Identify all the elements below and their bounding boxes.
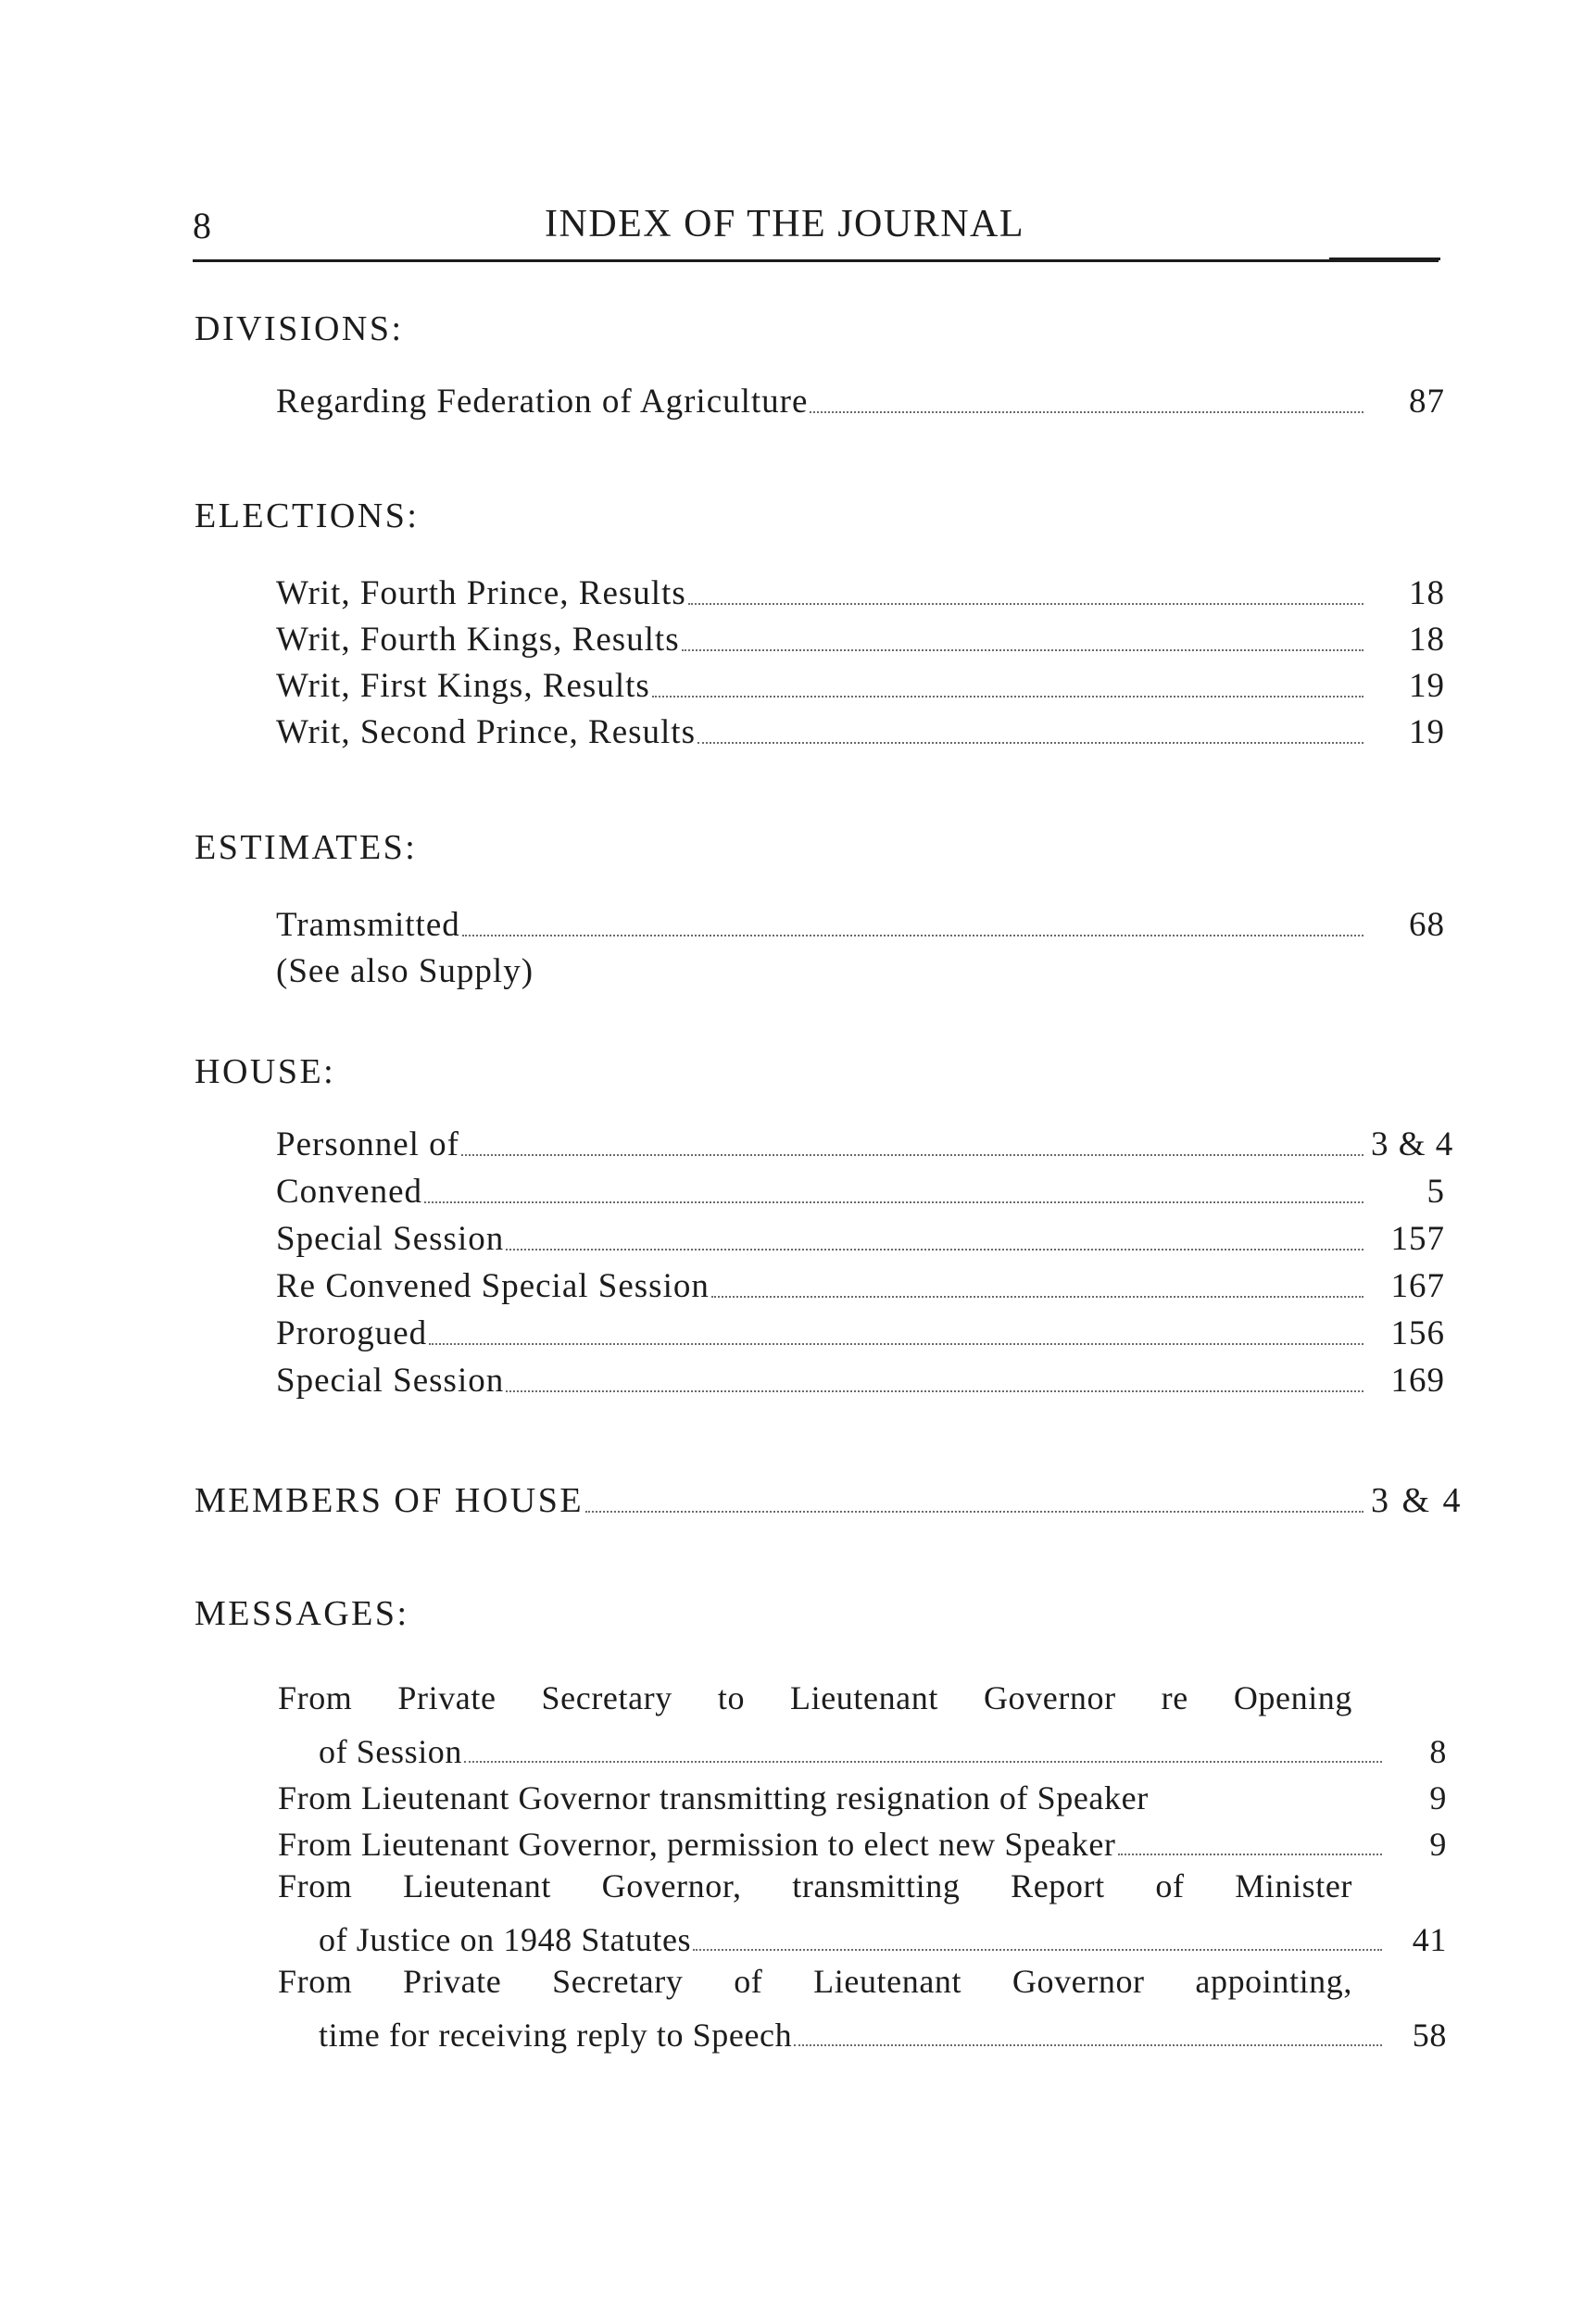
- section-heading-messages: MESSAGES:: [195, 1594, 409, 1633]
- dot-leader: [461, 1154, 1364, 1156]
- message-entry-line: From Private Secretary of Lieutenant Governor appointing,: [278, 1963, 1352, 2000]
- entry-label: Prorogued: [276, 1314, 428, 1352]
- message-entry: [319, 1725, 1447, 1771]
- dot-leader: [1118, 1854, 1382, 1855]
- entry-label: time for receiving reply to Speech: [319, 2017, 793, 2054]
- entry-page: 18: [1409, 621, 1445, 659]
- entry-page: 3 & 4: [1371, 1125, 1454, 1163]
- index-entry-members-of-house: [195, 1475, 1464, 1521]
- entry-page: 41: [1412, 1921, 1447, 1958]
- message-entry: [319, 1913, 1447, 1959]
- dot-leader: [810, 411, 1364, 413]
- dot-leader: [682, 649, 1364, 651]
- entry-label: of Justice on 1948 Statutes: [319, 1921, 692, 1958]
- dot-leader: [506, 1249, 1364, 1251]
- dot-leader: [652, 696, 1364, 698]
- index-entry: [276, 1307, 1445, 1353]
- entry-page: 68: [1409, 906, 1445, 944]
- entry-label: of Session: [319, 1733, 463, 1770]
- entry-label: Personnel of: [276, 1125, 459, 1163]
- message-entry-line: From Private Secretary to Lieutenant Governor re Opening: [278, 1679, 1352, 1716]
- dot-leader: [424, 1201, 1364, 1203]
- entry-page: 169: [1390, 1362, 1445, 1400]
- dot-leader: [462, 935, 1364, 936]
- index-entry: [276, 660, 1445, 706]
- entry-page: 3 & 4: [1371, 1481, 1464, 1520]
- running-title: INDEX OF THE JOURNAL: [545, 203, 1025, 245]
- header-rule: [193, 259, 1439, 262]
- entry-page: 18: [1409, 574, 1445, 612]
- entry-label: Tramsmitted: [276, 906, 460, 944]
- entry-page: 9: [1429, 1826, 1447, 1863]
- entry-label: Writ, Fourth Kings, Results: [276, 621, 680, 659]
- index-entry: [276, 1213, 1445, 1259]
- entry-page: 157: [1390, 1220, 1445, 1258]
- dot-leader: [693, 1949, 1382, 1951]
- section-heading-house: HOUSE:: [195, 1052, 336, 1091]
- dot-leader: [429, 1343, 1364, 1345]
- entry-label: Convened: [276, 1173, 423, 1211]
- entry-page: 167: [1390, 1267, 1445, 1305]
- entry-page: 9: [1429, 1779, 1447, 1816]
- index-entry: [276, 1354, 1445, 1401]
- index-entry: [276, 1118, 1454, 1164]
- section-heading-estimates: ESTIMATES:: [195, 828, 418, 867]
- entry-label: From Lieutenant Governor transmitting resignation of Speaker: [278, 1779, 1149, 1816]
- entry-label: Regarding Federation of Agriculture: [276, 383, 809, 421]
- index-entry: [276, 1165, 1445, 1212]
- entry-label: Writ, First Kings, Results: [276, 667, 650, 705]
- dot-leader: [688, 603, 1364, 605]
- message-entry-line: From Lieutenant Governor, transmitting Report of Minister: [278, 1867, 1352, 1904]
- index-entry: [276, 613, 1445, 660]
- index-entry: [276, 1260, 1445, 1306]
- dot-leader: [464, 1761, 1382, 1763]
- entry-page: 87: [1409, 383, 1445, 421]
- entry-label: Special Session: [276, 1220, 505, 1258]
- page-number: 8: [193, 205, 212, 246]
- entry-label: Writ, Second Prince, Results: [276, 713, 696, 751]
- index-entry: [276, 567, 1445, 613]
- entry-page: 19: [1409, 667, 1445, 705]
- message-entry: [278, 1771, 1447, 1817]
- dot-leader: [794, 2044, 1382, 2046]
- index-entry: [276, 899, 1445, 945]
- dot-leader: [585, 1511, 1364, 1513]
- entry-page: 5: [1426, 1173, 1445, 1211]
- entry-page: 19: [1409, 713, 1445, 751]
- message-entry: [278, 1817, 1447, 1864]
- entry-page: 8: [1429, 1733, 1447, 1770]
- page-header: [193, 195, 1443, 252]
- dot-leader: [697, 742, 1364, 744]
- entry-label: Re Convened Special Session: [276, 1267, 710, 1305]
- entry-label: Writ, Fourth Prince, Results: [276, 574, 686, 612]
- entry-label: From Lieutenant Governor, permission to elect new Speaker: [278, 1826, 1116, 1863]
- entry-label: Special Session: [276, 1362, 505, 1400]
- entry-page: 58: [1412, 2017, 1447, 2054]
- section-heading-divisions: DIVISIONS:: [195, 309, 404, 348]
- entry-page: 156: [1390, 1314, 1445, 1352]
- section-heading-elections: ELECTIONS:: [195, 496, 420, 535]
- index-entry: [276, 375, 1445, 421]
- cross-reference-note: (See also Supply): [276, 952, 534, 990]
- index-entry: [276, 706, 1445, 752]
- dot-leader: [506, 1390, 1364, 1392]
- message-entry: [319, 2008, 1447, 2055]
- dot-leader: [711, 1296, 1364, 1298]
- entry-label: MEMBERS OF HOUSE: [195, 1481, 584, 1520]
